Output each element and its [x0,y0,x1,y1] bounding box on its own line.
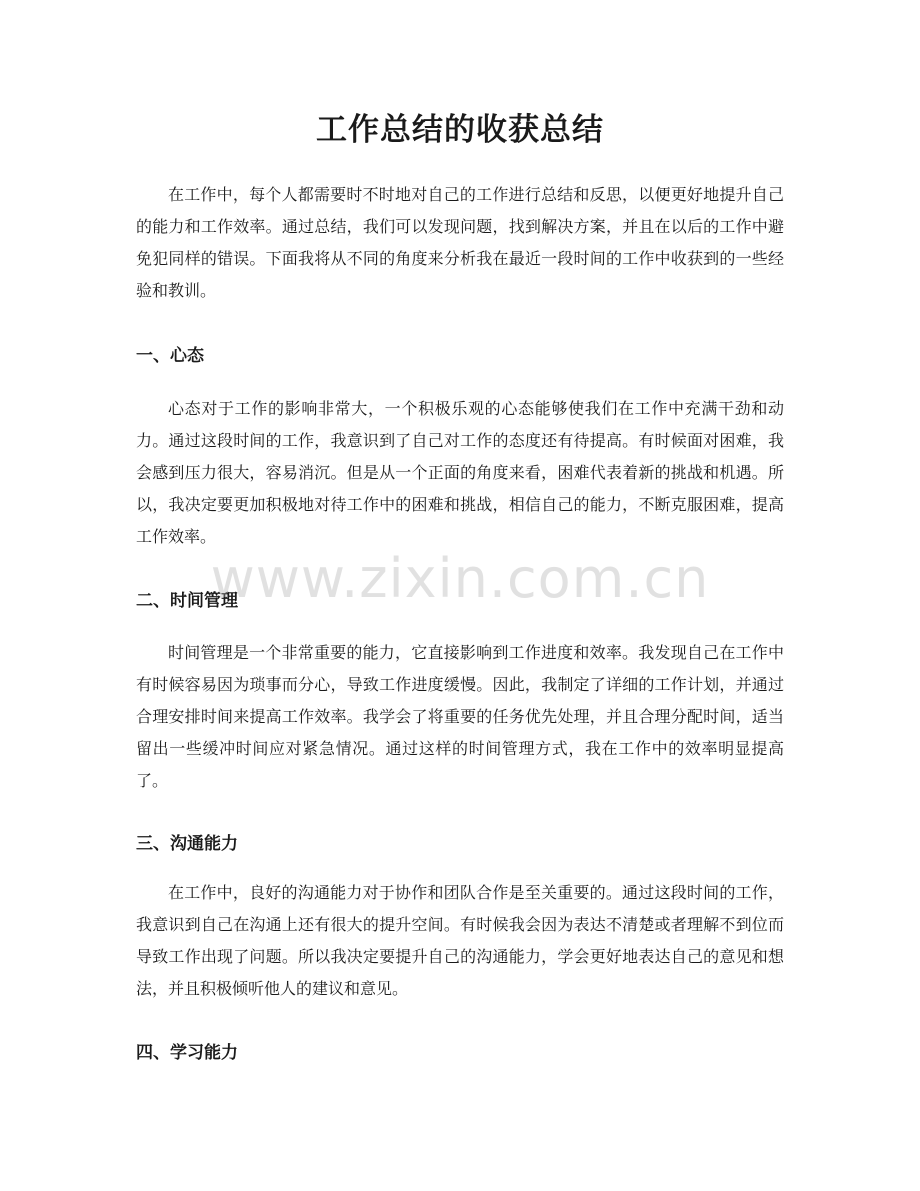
section-heading-learning: 四、学习能力 [136,1043,238,1063]
section-body-communication: 在工作中，良好的沟通能力对于协作和团队合作是至关重要的。通过这段时间的工作，我意识到自己在沟通上还有很大的提升空间。有时候我会因为表达不清楚或者理解不到位而导致工作出现了问题。所以我决定要提升自己的沟通能力，学会更好地表达自己的意见和想法，并且积极倾听他人的建议和意见。 [136,883,784,998]
intro-paragraph: 在工作中，每个人都需要时不时地对自己的工作进行总结和反思，以便更好地提升自己的能力和工作效率。通过总结，我们可以发现问题，找到解决方案，并且在以后的工作中避免犯同样的错误。下面我将从不同的角度来分析我在最近一段时间的工作中收获到的一些经验和教训。 [136,185,784,300]
watermark: www.zixin.com.cn [210,547,710,610]
section-heading-time-management: 二、时间管理 [136,591,238,611]
section-body-mindset: 心态对于工作的影响非常大，一个积极乐观的心态能够使我们在工作中充满干劲和动力。通过这段时间的工作，我意识到了自己对工作的态度还有待提高。有时候面对困难，我会感到压力很大，容易消沉。但是从一个正面的角度来看，困难代表着新的挑战和机遇。所以，我决定要更加积极地对待工作中的困难和挑战，相信自己的能力，不断克服困难，提高工作效率。 [136,399,784,546]
page-title: 工作总结的收获总结 [316,112,604,148]
section-heading-mindset: 一、心态 [136,346,204,366]
section-heading-communication: 三、沟通能力 [136,834,238,854]
section-body-time-management: 时间管理是一个非常重要的能力，它直接影响到工作进度和效率。我发现自己在工作中有时候容易因为琐事而分心，导致工作进度缓慢。因此，我制定了详细的工作计划，并通过合理安排时间来提高工作效率。我学会了将重要的任务优先处理，并且合理分配时间，适当留出一些缓冲时间应对紧急情况。通过这样的时间管理方式，我在工作中的效率明显提高了。 [136,643,784,790]
